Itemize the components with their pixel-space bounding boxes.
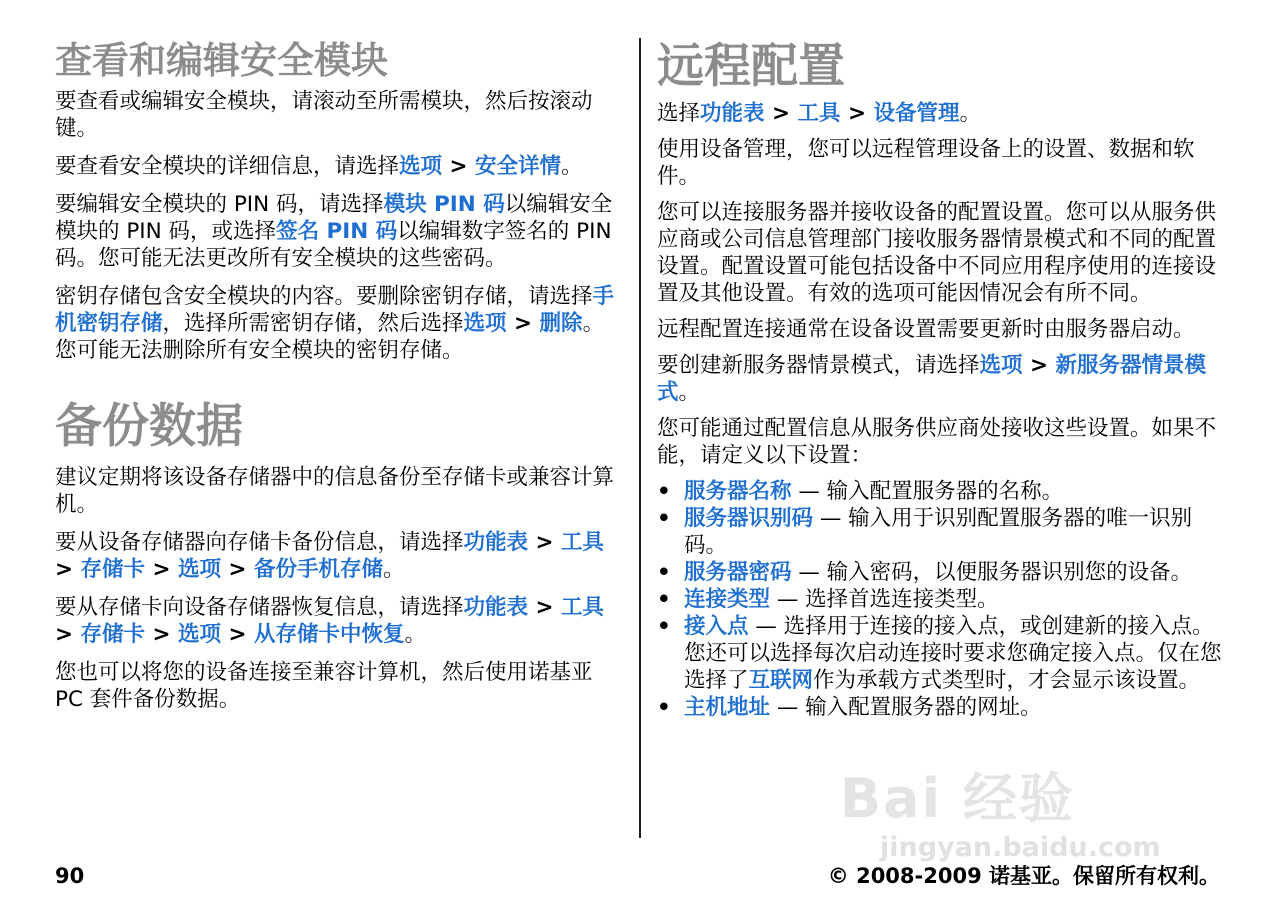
menu-link-memory-card[interactable]: 存储卡 — [80, 557, 146, 582]
list-item — [657, 478, 1227, 505]
setting-server-name[interactable]: 服务器名称 — [684, 479, 792, 504]
paragraph: 您可能通过配置信息从服务供应商处接收这些设置。如果不能，请定义以下设置： — [657, 416, 1217, 468]
setting-description: 作为承载方式类型时，才会显示该设置。 — [813, 668, 1201, 693]
text: 要编辑安全模块的 PIN 码，请选择 — [55, 192, 384, 217]
copyright-notice: © 2008-2009 诺基亚。保留所有权利。 — [827, 864, 1220, 888]
setting-description: — 选择用于连接的接入点，或创建新的接入点。您还可以选择每次启动连接时要求您确定接入点。仅在您选择了 — [684, 614, 1222, 693]
settings-list — [657, 478, 1227, 721]
path-separator: > — [840, 101, 874, 126]
list-item — [657, 694, 1227, 721]
menu-link-menu[interactable]: 功能表 — [463, 595, 529, 620]
menu-link-tools[interactable]: 工具 — [561, 595, 605, 620]
bullet: • — [657, 560, 671, 585]
paragraph — [55, 529, 622, 583]
bullet: • — [657, 614, 671, 639]
text: 。 — [678, 380, 701, 405]
paragraph — [55, 191, 622, 272]
bullet: • — [657, 695, 671, 720]
menu-link-menu[interactable]: 功能表 — [463, 530, 529, 555]
bullet: • — [657, 506, 671, 531]
menu-link-signing-pin[interactable]: 签名 PIN 码 — [276, 219, 398, 244]
path-separator: > — [221, 622, 255, 647]
link-internet[interactable]: 互联网 — [748, 668, 814, 693]
menu-link-phone-key-store[interactable]: 手机密钥存储 — [55, 284, 615, 336]
menu-link-options[interactable]: 选项 — [178, 622, 222, 647]
paragraph — [657, 352, 1227, 406]
text: 。 — [383, 557, 405, 582]
text: 要从设备存储器向存储卡备份信息，请选择 — [55, 530, 464, 555]
text: 选择 — [657, 101, 701, 126]
path-separator: > — [145, 622, 179, 647]
list-item — [657, 505, 1227, 559]
column-divider — [639, 38, 641, 838]
setting-description: — 输入密码，以便服务器识别您的设备。 — [791, 560, 1193, 585]
paragraph: 建议定期将该设备存储器中的信息备份至存储卡或兼容计算机。 — [55, 465, 615, 517]
menu-link-backup-phone-memory[interactable]: 备份手机存储 — [254, 557, 384, 582]
menu-link-security-details[interactable]: 安全详情 — [475, 154, 562, 179]
path-separator: > — [1022, 353, 1056, 378]
path-separator: > — [442, 154, 476, 179]
list-item — [657, 613, 1227, 694]
bullet: • — [657, 479, 671, 504]
path-separator: > — [55, 622, 81, 647]
menu-link-memory-card[interactable]: 存储卡 — [80, 622, 146, 647]
text: 密钥存储包含安全模块的内容。要删除密钥存储，请选择 — [55, 284, 593, 309]
setting-description: — 输入用于识别配置服务器的唯一识别码。 — [684, 506, 1193, 558]
section-heading-backup: 备份数据 — [55, 399, 243, 454]
watermark-logo: Bai 经验 — [840, 767, 1075, 830]
path-separator: > — [55, 557, 81, 582]
left-column — [55, 0, 622, 713]
right-column — [657, 0, 1227, 721]
menu-link-restore-from-card[interactable]: 从存储卡中恢复 — [254, 622, 405, 647]
menu-link-tools[interactable]: 工具 — [561, 530, 605, 555]
menu-link-options[interactable]: 选项 — [178, 557, 222, 582]
setting-access-point[interactable]: 接入点 — [684, 614, 749, 639]
menu-link-options[interactable]: 选项 — [399, 154, 443, 179]
setting-description: — 输入配置服务器的名称。 — [791, 479, 1064, 504]
paragraph: 要查看或编辑安全模块，请滚动至所需模块，然后按滚动键。 — [55, 89, 593, 141]
setting-description: — 选择首选连接类型。 — [770, 587, 999, 612]
paragraph: 您可以连接服务器并接收设备的配置设置。您可以从服务供应商或公司信息管理部门接收服务器情景模式和不同的配置设置。配置设置可能包括设备中不同应用程序使用的连接设置及其他设置。有效的选项可能因情况会有所不同。 — [657, 200, 1217, 306]
paragraph — [657, 100, 1227, 127]
section-heading-remote-config: 远程配置 — [657, 39, 845, 94]
section-heading-security-module: 查看和编辑安全模块 — [55, 39, 388, 82]
text: 。 — [959, 101, 982, 126]
menu-link-menu[interactable]: 功能表 — [700, 101, 765, 126]
text: 。 — [561, 154, 583, 179]
setting-server-id[interactable]: 服务器识别码 — [684, 506, 814, 531]
path-separator: > — [764, 101, 798, 126]
menu-link-new-server-profile[interactable]: 新服务器情景模式 — [657, 353, 1207, 405]
paragraph: 您也可以将您的设备连接至兼容计算机，然后使用诺基亚 PC 套件备份数据。 — [55, 660, 593, 712]
setting-connection-type[interactable]: 连接类型 — [684, 587, 771, 612]
list-item — [657, 559, 1227, 586]
text: 要创建新服务器情景模式，请选择 — [657, 353, 980, 378]
bullet: • — [657, 587, 671, 612]
menu-link-options[interactable]: 选项 — [979, 353, 1023, 378]
paragraph — [55, 153, 622, 180]
path-separator: > — [528, 530, 562, 555]
paragraph — [55, 594, 622, 648]
path-separator: > — [221, 557, 255, 582]
menu-link-device-manager[interactable]: 设备管理 — [873, 101, 960, 126]
setting-description: — 输入配置服务器的网址。 — [770, 695, 1042, 720]
setting-server-password[interactable]: 服务器密码 — [684, 560, 792, 585]
setting-host-address[interactable]: 主机地址 — [684, 695, 771, 720]
path-separator: > — [145, 557, 179, 582]
menu-link-tools[interactable]: 工具 — [797, 101, 841, 126]
menu-link-module-pin[interactable]: 模块 PIN 码 — [383, 192, 505, 217]
path-separator: > — [528, 595, 562, 620]
text: 要从存储卡向设备存储器恢复信息，请选择 — [55, 595, 464, 620]
text: 以编辑数字签名的 PIN 码。您可能无法更改所有安全模块的这些密码。 — [55, 219, 612, 271]
menu-link-delete[interactable]: 删除 — [539, 311, 583, 336]
paragraph — [55, 283, 622, 364]
path-separator: > — [506, 311, 540, 336]
watermark-url: jingyan.baidu.com — [880, 832, 1161, 863]
text: 。 — [404, 622, 427, 647]
text: ，选择所需密钥存储，然后选择 — [162, 311, 464, 336]
menu-link-options[interactable]: 选项 — [463, 311, 507, 336]
list-item — [657, 586, 1227, 613]
paragraph: 使用设备管理，您可以远程管理设备上的设置、数据和软件。 — [657, 137, 1195, 189]
text: 以编辑安全模块的 PIN 码，或选择 — [55, 192, 613, 244]
page-number: 90 — [55, 864, 85, 888]
paragraph: 远程配置连接通常在设备设置需要更新时由服务器启动。 — [657, 317, 1195, 342]
text: 。您可能无法删除所有安全模块的密钥存储。 — [55, 311, 605, 363]
text: 要查看安全模块的详细信息，请选择 — [55, 154, 400, 179]
